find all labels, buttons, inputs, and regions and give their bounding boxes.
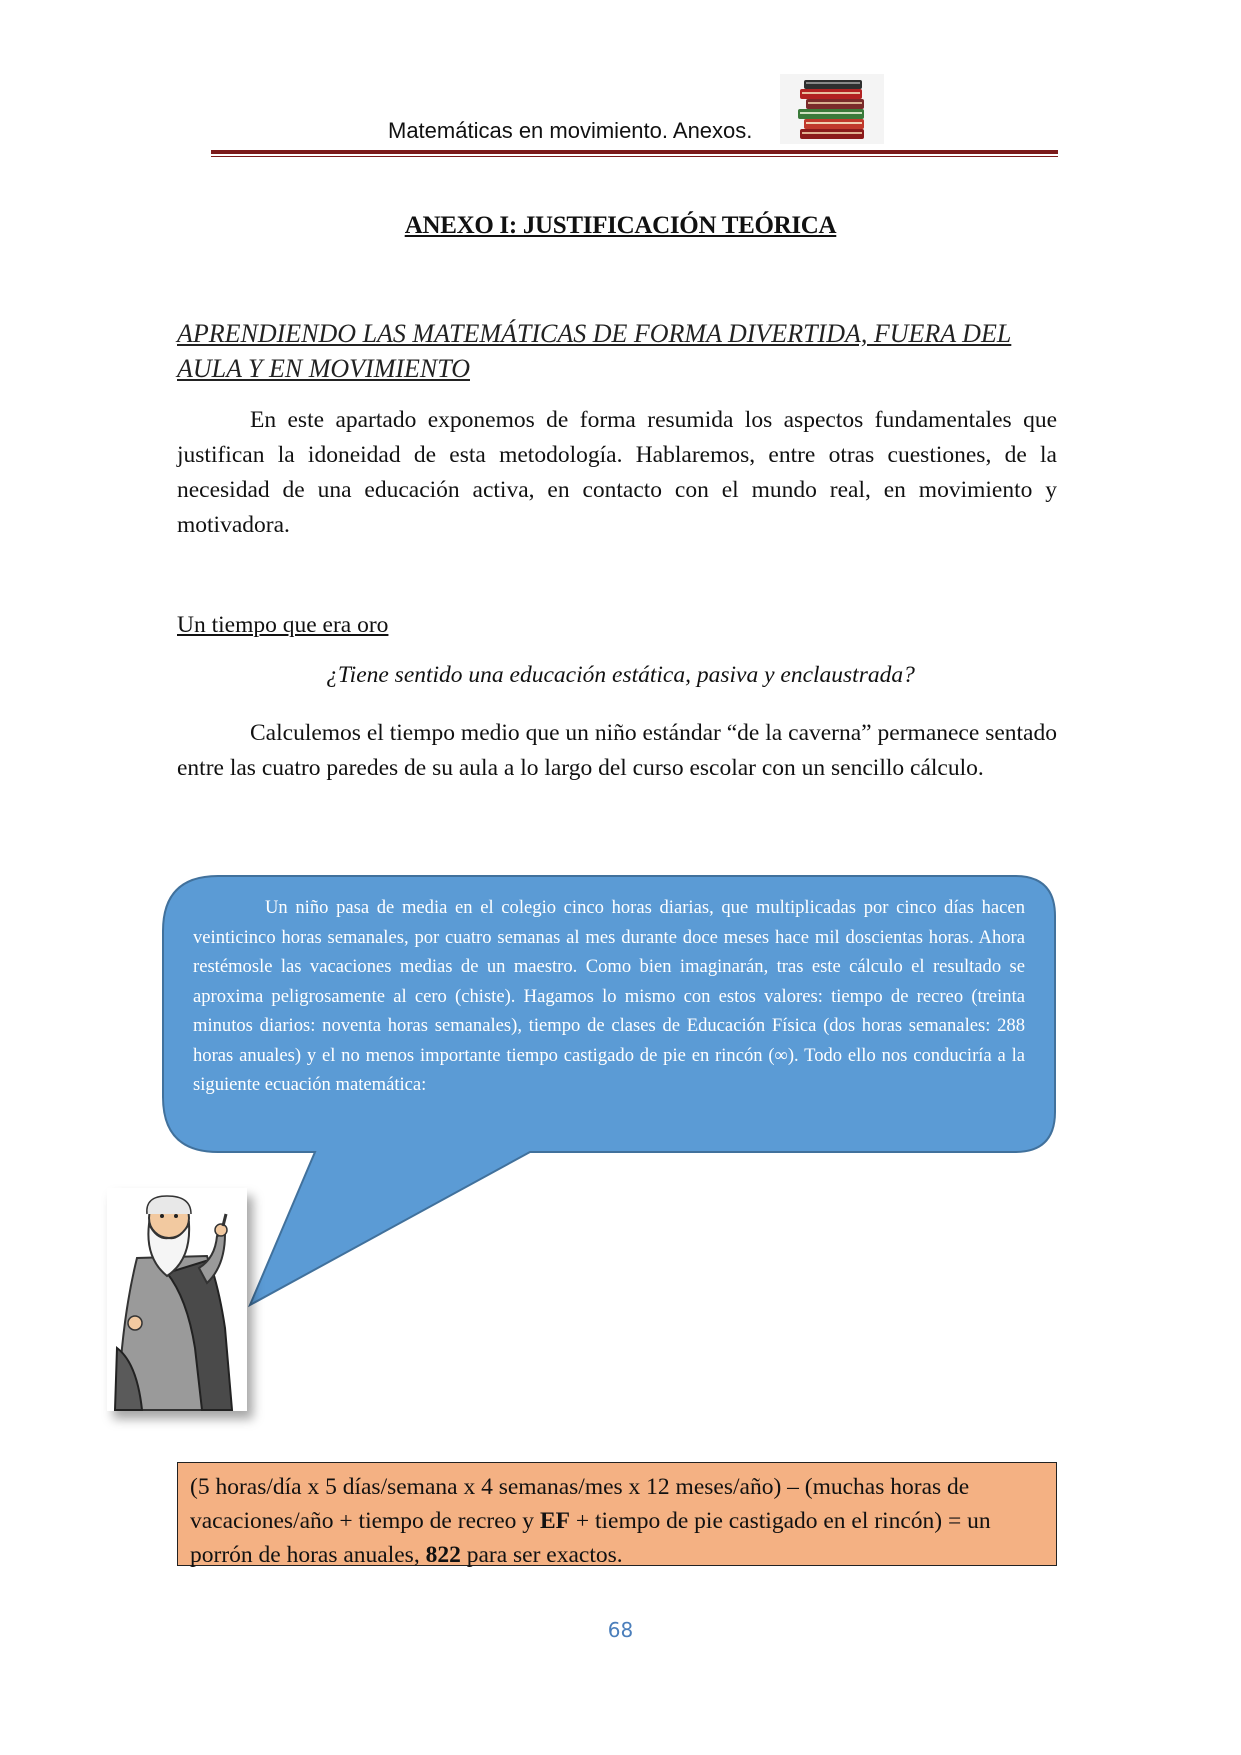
intro-paragraph: En este apartado exponemos de forma resumida los aspectos fundamentales que justifican la idoneidad de esta metodología. Hablaremos, entre otras cuestiones, de la necesidad de una educación activa, en contacto con el mundo real, en movimiento y motivadora.	[177, 407, 1057, 538]
question: ¿Tiene sentido una educación estática, pasiva y enclaustrada?	[326, 662, 915, 688]
section-title: APRENDIENDO LAS MATEMÁTICAS DE FORMA DIVERTIDA, FUERA DEL AULA Y EN MOVIMIENTO	[177, 319, 1012, 383]
subheading: Un tiempo que era oro	[177, 612, 389, 638]
calc-paragraph: Calculemos el tiempo medio que un niño estándar “de la caverna” permanece sentado entre las cuatro paredes de su aula a lo largo del curso escolar con un sencillo cálculo.	[177, 720, 1057, 781]
speech-bubble-text: Un niño pasa de media en el colegio cinco horas diarias, que multiplicadas por cinco días hacen veinticinco horas semanales, por cuatro semanas al mes durante doce meses hace mil doscientas horas. Ahora restémosle las vacaciones medias de un maestro. Como bien imaginarán, tras este cálculo el resultado se aproxima peligrosamente al cero (chiste). Hagamos lo mismo con estos valores: tiempo de recreo (treinta minutos diarios: noventa horas semanales), tiempo de clases de Educación Física (dos horas semanales: 288 horas anuales) y el no menos importante tiempo castigado de pie en rincón (∞). Todo ello nos conduciría a la siguiente ecuación matemática:	[193, 897, 1025, 1095]
annex-title: ANEXO I: JUSTIFICACIÓN TEÓRICA	[404, 212, 837, 239]
header-title: Matemáticas en movimiento. Anexos.	[388, 118, 753, 143]
old-philosopher-icon	[107, 1188, 247, 1411]
formula-box: (5 horas/día x 5 días/semana x 4 semanas/mes x 12 meses/año) – (muchas horas de vacaciones/año + tiempo de recreo y EF + tiempo de pie castigado en el rincón) = un porrón de horas anuales, 822 para ser exactos.	[177, 1462, 1057, 1566]
page-number: 68	[607, 1618, 634, 1642]
